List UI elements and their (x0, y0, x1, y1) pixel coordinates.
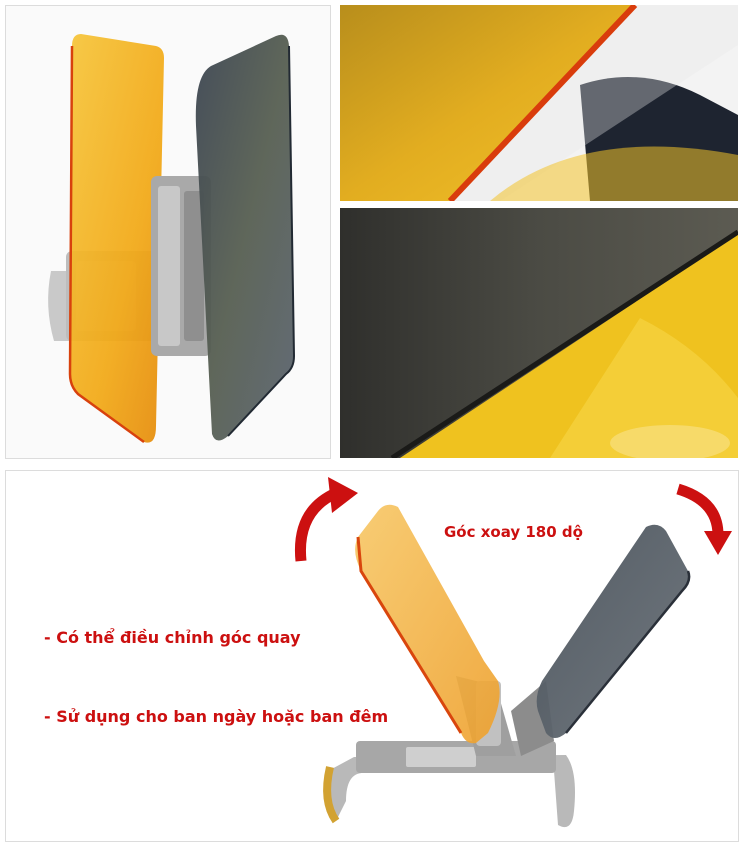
feature-adjustable-angle: - Có thể điều chỉnh góc quay (44, 628, 301, 647)
dark-night-lens-open (537, 525, 689, 738)
rotate-left-arrow-icon (300, 493, 336, 561)
rotation-angle-label: Góc xoay 180 dộ (444, 523, 583, 541)
lens-edge-closeup-dark (340, 208, 738, 458)
visor-illustration-open (6, 471, 739, 842)
dark-edge-illustration (340, 208, 738, 458)
rotate-right-arrow-icon (678, 489, 718, 535)
yellow-day-lens (70, 34, 164, 443)
rotation-demo-panel (5, 470, 739, 842)
lens-edge-closeup-yellow (340, 5, 738, 201)
visor-illustration-front (6, 6, 331, 459)
product-photo-front (5, 5, 331, 459)
feature-day-night-use: - Sử dụng cho ban ngày hoặc ban đêm (44, 707, 389, 726)
dark-night-lens (196, 35, 294, 441)
yellow-edge-illustration (340, 5, 738, 201)
